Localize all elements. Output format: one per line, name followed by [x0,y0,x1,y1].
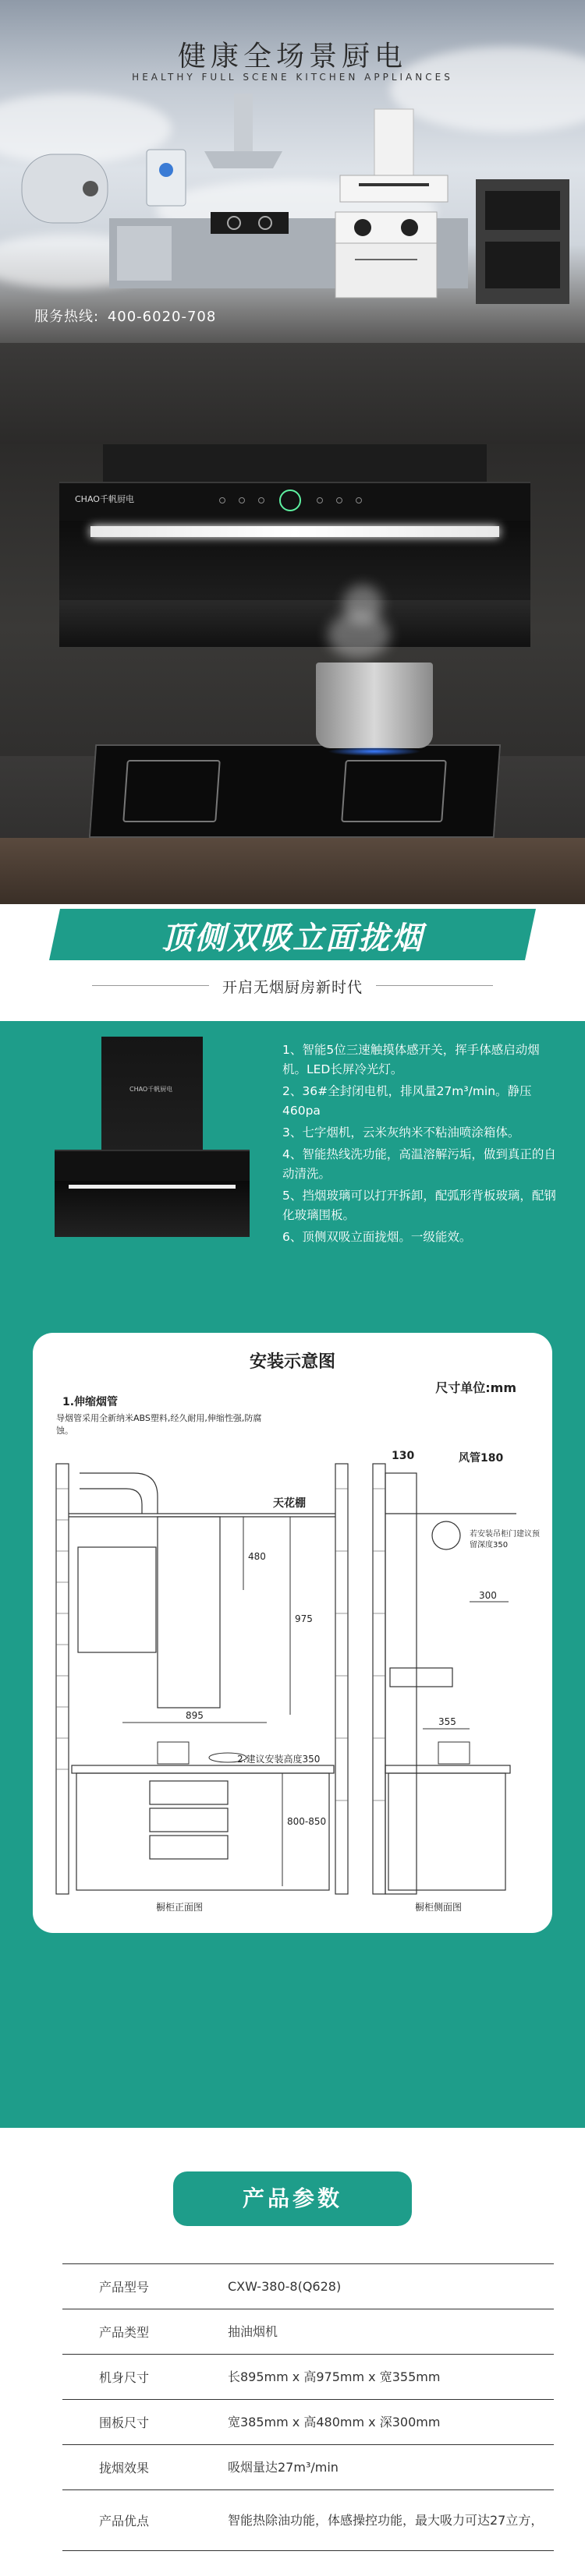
table-row [62,2309,554,2355]
duct-label: 风管180 [459,1452,504,1465]
gas-hob [89,744,501,838]
feature-list [282,1041,563,1249]
feature-item: 5、挡烟玻璃可以打开拆卸，配弧形背板玻璃，配钢化玻璃围板。 [282,1189,556,1222]
hood-brand-small: CHAO千帆厨电 [129,1086,173,1093]
feature-item: 4、智能热线洗功能，高温溶解污垢，做到真正的自动清洗。 [282,1147,556,1181]
hero-subtitle: HEALTHY FULL SCENE KITCHEN APPLIANCES [132,72,453,83]
hotline-label: 服务热线: [34,309,100,325]
hood-control-panel [59,482,530,521]
param-value: 抽油烟机 [228,2323,278,2339]
side-view-caption: 橱柜侧面图 [415,1902,463,1913]
dim-350-note: 2.建议安装高度350 [237,1754,321,1765]
steaming-pot [316,663,433,748]
param-value: 智能热除油功能，体感操控功能，最大吸力可达27立方， [228,2512,544,2528]
pipe-description: 导烟管采用全新纳米ABS塑料,经久耐用,伸缩性强,防腐蚀。 [56,1413,262,1436]
feature-item: 3、七字烟机，云米灰纳米不粘油喷涂箱体。 [282,1125,520,1140]
pipe-title: 1.伸缩烟管 [62,1396,119,1408]
installation-diagram [33,1333,552,1933]
dim-130: 130 [392,1450,415,1462]
appliance-lineup-illustration [0,94,585,312]
dim-800-850: 800-850 [287,1816,327,1827]
feature-item: 2、36#全封闭电机，排风量27m³/min。静压460pa [282,1084,532,1118]
table-row [62,2490,554,2551]
param-key: 产品类型 [98,2325,149,2340]
product-scene [0,444,585,904]
range-hood-image [59,444,530,647]
slogan-band [0,904,585,1021]
param-key: 机身尺寸 [98,2370,149,2385]
slogan-subtitle: 开启无烟厨房新时代 [222,979,363,996]
feature-item: 6、顶侧双吸立面拢烟。一级能效。 [282,1230,472,1244]
parameters-section [0,2128,585,2576]
hotline-number: 400-6020-708 [107,309,217,325]
diagram-title: 安装示意图 [249,1352,335,1372]
power-ring-icon [279,489,301,511]
slogan-title: 顶侧双吸立面拢烟 [161,921,424,956]
ceiling-label: 天花棚 [273,1497,306,1510]
flame-icon [328,747,421,756]
param-value: 吸烟量达27m³/min [228,2459,339,2475]
param-value: 长895mm x 高975mm x 宽355mm [228,2369,441,2384]
param-key: 产品优点 [98,2514,149,2528]
dim-975: 975 [295,1613,313,1624]
feature-section [0,904,585,2128]
param-value: CXW-380-8(Q628) [228,2278,342,2294]
table-row [62,2355,554,2400]
product-image [55,1037,250,1239]
installation-drawing [33,1333,552,1933]
service-hotline [31,306,216,326]
hero-banner [0,0,585,444]
led-light-bar [90,526,499,537]
hood-brand-label: CHAO千帆厨电 [75,494,134,504]
param-value: 宽385mm x 高480mm x 深300mm [228,2414,441,2429]
kitchen-wall [0,343,585,444]
front-view-caption: 橱柜正面图 [156,1902,204,1913]
params-heading: 产品参数 [173,2171,412,2226]
dim-480: 480 [248,1551,266,1562]
side-note: 若安装吊柜门建议预留深度350 [470,1530,540,1549]
params-table [62,2263,554,2551]
table-row [62,2445,554,2490]
dim-895: 895 [186,1710,204,1721]
feature-item: 1、智能5位三速触摸体感开关，挥手体感启动烟机。LED长屏冷光灯。 [282,1043,540,1076]
dim-355: 355 [438,1716,456,1727]
hero-title: 健康全场景厨电 [177,41,407,72]
param-key: 产品型号 [98,2280,149,2295]
param-key: 围板尺寸 [98,2415,149,2430]
param-key: 拢烟效果 [98,2461,149,2475]
table-row [62,2264,554,2309]
dim-300: 300 [479,1590,497,1601]
diagram-unit: 尺寸单位:mm [435,1380,516,1395]
table-row [62,2400,554,2445]
